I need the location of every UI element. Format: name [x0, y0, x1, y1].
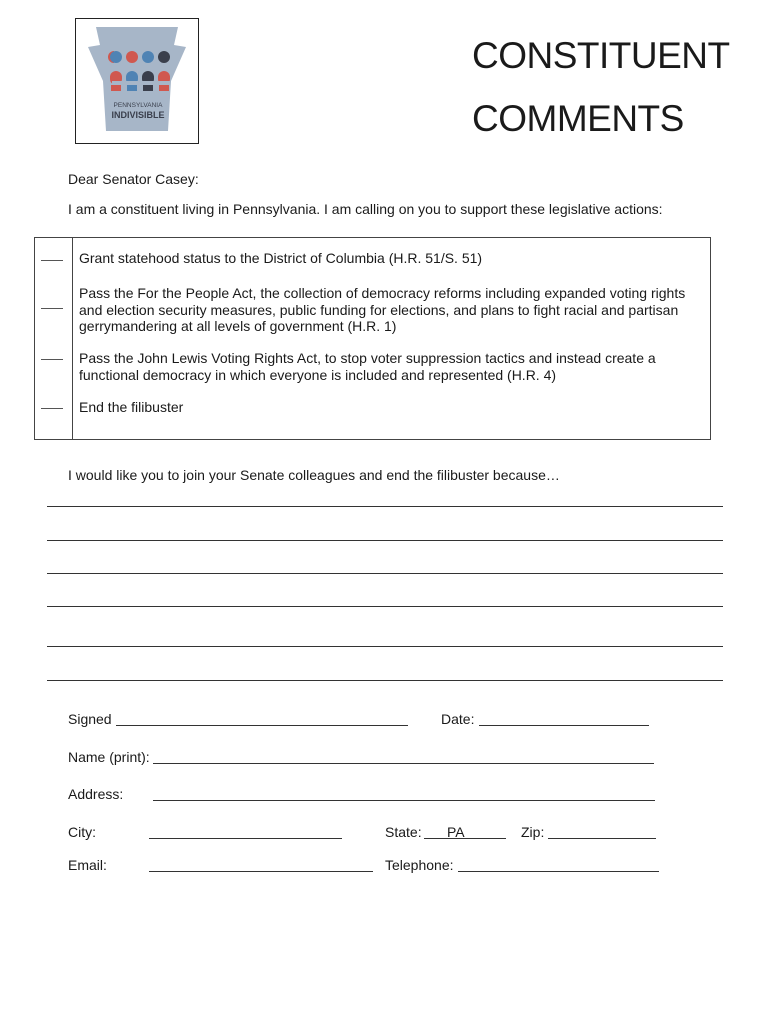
- page-title-line2: COMMENTS: [472, 98, 684, 139]
- state-field[interactable]: [424, 838, 506, 839]
- action-item-dc-statehood: [79, 250, 699, 267]
- signature-field[interactable]: [116, 725, 408, 726]
- name-field[interactable]: [153, 763, 654, 764]
- action-item-voting-rights-act: [79, 350, 699, 383]
- comment-line[interactable]: [47, 680, 723, 681]
- signed-label: Signed: [68, 711, 112, 727]
- address-label: Address:: [68, 786, 124, 802]
- address-field[interactable]: [153, 800, 655, 801]
- action-item-for-the-people-act: [79, 285, 699, 335]
- city-field[interactable]: [149, 838, 342, 839]
- date-field[interactable]: [479, 725, 649, 726]
- action-text: End the filibuster: [79, 399, 184, 415]
- action-checkbox-blank[interactable]: [41, 359, 63, 360]
- logo: [75, 18, 199, 144]
- email-field[interactable]: [149, 871, 373, 872]
- name-label: Name (print):: [68, 749, 150, 765]
- intro-text: I am a constituent living in Pennsylvania. I am calling on you to support these legislative actions:: [68, 201, 663, 217]
- greeting: Dear Senator Casey:: [68, 171, 199, 187]
- telephone-label: Telephone:: [385, 857, 454, 873]
- keystone-logo-icon: [76, 19, 200, 145]
- comment-line[interactable]: [47, 506, 723, 507]
- action-text: and election security measures, public funding for elections, and plans to fight racial and partisan: [79, 301, 679, 318]
- comment-prompt: I would like you to join your Senate colleagues and end the filibuster because…: [68, 467, 560, 483]
- zip-label: Zip:: [521, 824, 545, 840]
- action-checkbox-blank[interactable]: [41, 260, 63, 261]
- legislative-actions-box: [34, 237, 711, 440]
- action-text: gerrymandering at all levels of government (H.R. 1): [79, 318, 397, 334]
- action-checkbox-blank[interactable]: [41, 408, 63, 409]
- city-label: City:: [68, 824, 96, 840]
- comment-line[interactable]: [47, 606, 723, 607]
- telephone-field[interactable]: [458, 871, 659, 872]
- comment-line[interactable]: [47, 646, 723, 647]
- column-divider: [72, 238, 73, 439]
- action-text: functional democracy in which everyone is included and represented (H.R. 4): [79, 366, 557, 383]
- state-label: State:: [385, 824, 422, 840]
- logo-line2: INDIVISIBLE: [111, 110, 165, 120]
- action-text: Grant statehood status to the District of Columbia (H.R. 51/S. 51): [79, 250, 483, 266]
- zip-field[interactable]: [548, 838, 656, 839]
- email-label: Email:: [68, 857, 107, 873]
- action-text: Pass the For the People Act, the collection of democracy reforms including expanded voting rights: [79, 285, 686, 301]
- action-checkbox-blank[interactable]: [41, 308, 63, 309]
- action-item-end-filibuster: [79, 399, 699, 416]
- page-title-line1: CONSTITUENT: [472, 35, 730, 76]
- action-text: Pass the John Lewis Voting Rights Act, to stop voter suppression tactics and instead create a: [79, 350, 656, 366]
- comment-line[interactable]: [47, 573, 723, 574]
- date-label: Date:: [441, 711, 475, 727]
- comment-line[interactable]: [47, 540, 723, 541]
- logo-line1: PENNSYLVANIA: [113, 102, 163, 109]
- state-value: PA: [447, 824, 465, 840]
